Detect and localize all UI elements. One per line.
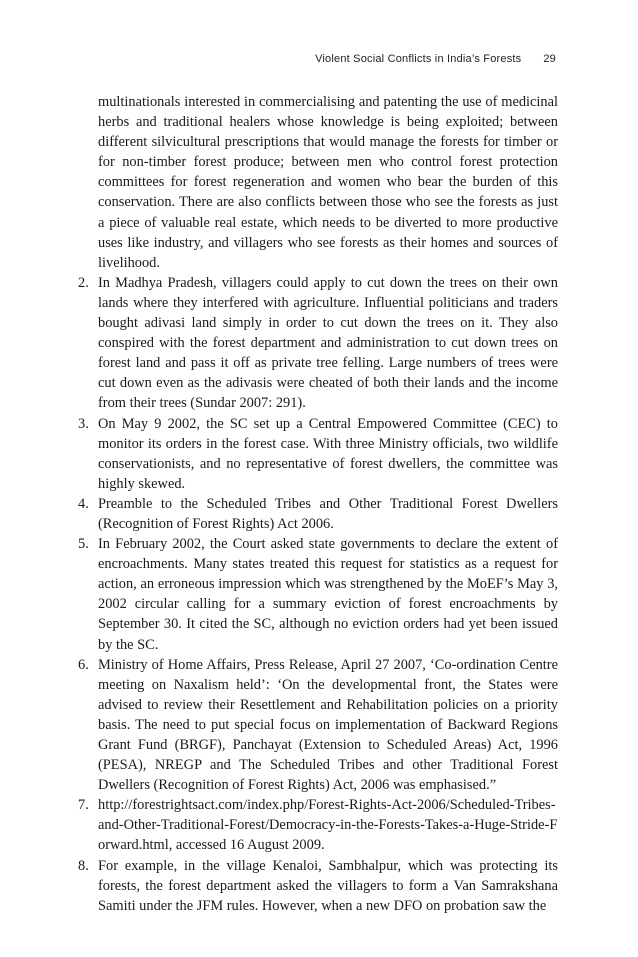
endnote-2 <box>78 273 558 414</box>
endnote-4 <box>78 494 558 534</box>
endnote-continued <box>78 92 558 273</box>
endnote-text: http://forestrightsact.com/index.php/Forest-Rights-Act-2006/Scheduled-Tribes-and-Other-Traditional-Forest/Democracy-in-the-Forests-Takes-a-Huge-Stride-Forward.html, accessed 16 August 2009. <box>98 797 558 854</box>
endnote-number: 3. <box>78 415 89 432</box>
endnote-5 <box>78 534 558 655</box>
endnote-text: For example, in the village Kenaloi, Sambhalpur, which was protecting its forests, the forest department asked the villagers to form a Van Samrakshana Samiti under the JFM rules. However, when a new DFO on probation saw the <box>98 857 558 914</box>
running-head <box>315 53 556 65</box>
endnote-text: In February 2002, the Court asked state governments to declare the extent of encroachments. Many states treated this request for statistics as a request for action, an erroneous impression which was strengthened by the MoEF’s May 3, 2002 circular calling for a summary eviction of forest encroachments by September 30. It cited the SC, although no eviction orders had yet been issued by the SC. <box>98 536 558 653</box>
endnote-3 <box>78 414 558 494</box>
endnote-8 <box>78 856 558 916</box>
endnote-6 <box>78 655 558 796</box>
endnote-7 <box>78 795 558 855</box>
endnote-text: multinationals interested in commercialising and patenting the use of medicinal herbs and traditional healers whose knowledge is being exploited; between different silvicultural prescriptions that would manage the forests for timber or for non-timber forest produce; between men who control forest protection committees for forest regeneration and women who bear the burden of this conservation. There are also conflicts between those who see the forests as just a piece of valuable real estate, which needs to be diverted to more productive uses like industry, and villagers who see forests as their homes and sources of livelihood. <box>98 94 558 271</box>
page-number: 29 <box>543 53 556 65</box>
endnote-number: 7. <box>78 797 89 814</box>
endnote-text: In Madhya Pradesh, villagers could apply to cut down the trees on their own lands where they interfered with agriculture. Influential politicians and traders bought adivasi land simply in order to cut down the trees on it. They also conspired with the forest department and administration to cut down trees on forest land and pass it off as private tree felling. Large numbers of trees were cut down even as the adivasis were cheated of both their lands and the income from their trees (Sundar 2007: 291). <box>98 274 558 412</box>
endnote-number: 8. <box>78 857 89 874</box>
endnote-number: 2. <box>78 274 89 291</box>
endnotes <box>78 92 558 916</box>
endnote-number: 6. <box>78 656 89 673</box>
endnote-text: Preamble to the Scheduled Tribes and Other Traditional Forest Dwellers (Recognition of Forest Rights) Act 2006. <box>98 495 558 532</box>
endnote-text: On May 9 2002, the SC set up a Central Empowered Committee (CEC) to monitor its orders in the forest case. With three Ministry officials, two wildlife conservationists, and no representative of forest dwellers, the committee was highly skewed. <box>98 415 558 492</box>
endnote-text: Ministry of Home Affairs, Press Release, April 27 2007, ‘Co-ordination Centre meeting on Naxalism held’: ‘On the developmental front, the States were advised to review their Resettlement and Rehabilitation policies on a priority basis. The need to put special focus on implementation of Backward Regions Grant Fund (BRGF), Panchayat (Extension to Scheduled Areas) Act, 1996 (PESA), NREGP and The Scheduled Tribes and other Traditional Forest Dwellers (Recognition of Forest Rights) Act, 2006 was emphasised.” <box>98 656 558 794</box>
endnote-number: 5. <box>78 536 89 553</box>
endnote-number: 4. <box>78 495 89 512</box>
running-head-title: Violent Social Conflicts in India’s Forests <box>315 53 522 65</box>
